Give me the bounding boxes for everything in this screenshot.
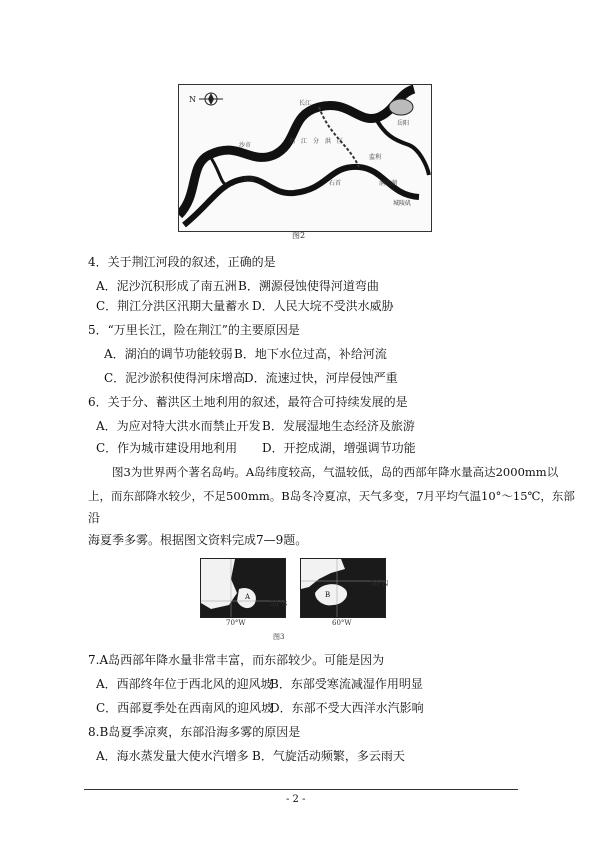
question-8-option-b: B．气旋活动频繁，多云雨天	[252, 749, 405, 763]
question-7-option-d: D．东部不受大西洋水汽影响	[270, 701, 424, 715]
svg-text:监利: 监利	[369, 154, 382, 161]
map-b-longitude: 60°W	[332, 619, 352, 627]
question-4-stem: 4．关于荆江河段的叙述，正确的是	[88, 255, 276, 269]
passage-line-3: 沿	[88, 511, 101, 525]
compass-label: N	[189, 95, 196, 104]
question-7-option-b: B．东部受寒流减湿作用明显	[270, 677, 423, 691]
question-7-option-a: A．西部终年位于西北风的迎风坡	[96, 677, 273, 691]
passage-line-2: 上，而东部降水较少，不足500mm。B岛冬冷夏凉，天气多变，7月平均气温10°～15℃，东部	[88, 489, 575, 503]
question-5-option-b: B．地下水位过高，补给河流	[234, 347, 387, 361]
compass-icon	[199, 93, 223, 105]
question-6-stem: 6．关于分、蓄洪区土地利用的叙述，最符合可持续发展的是	[88, 395, 408, 409]
svg-text:区: 区	[337, 138, 344, 145]
island-a-label: A	[245, 593, 251, 601]
passage-line-4: 海夏季多雾。根据图文资料完成7—9题。	[88, 533, 308, 547]
question-6-option-d: D．开挖成湖，增强调节功能	[262, 441, 416, 455]
question-7-stem: 7.A岛西部年降水量非常丰富，而东部较少。可能是因为	[88, 653, 385, 667]
map-a-latitude: 55°S	[270, 600, 288, 608]
map-a-longitude: 70°W	[226, 619, 246, 627]
svg-text:公安: 公安	[243, 176, 256, 183]
question-4-option-d: D．人民大垸不受洪水威胁	[252, 299, 394, 313]
svg-text:洞庭湖: 洞庭湖	[379, 180, 398, 187]
figure-3-caption: 图3	[273, 633, 285, 641]
question-4-option-c: C．荆江分洪区汛期大量蓄水	[96, 299, 250, 313]
question-8-stem: 8.B岛夏季凉爽，东部沿海多雾的原因是	[88, 725, 301, 739]
question-6-option-b: B．发展湿地生态经济及旅游	[262, 419, 415, 433]
svg-text:分: 分	[313, 138, 320, 145]
question-4-option-a: A．泥沙沉积形成了南五洲	[96, 279, 237, 293]
svg-text:荆: 荆	[289, 138, 296, 145]
svg-text:洪: 洪	[325, 138, 332, 145]
svg-text:长江: 长江	[299, 100, 312, 107]
question-5-option-d: D．流速过快，河岸侵蚀严重	[244, 371, 398, 385]
map-b-latitude: 50°N	[370, 580, 389, 588]
figure-2-map	[178, 84, 432, 232]
question-5-option-c: C．泥沙淤积使得河床增高	[104, 371, 246, 385]
question-6-option-a: A．为应对特大洪水而禁止开发	[96, 419, 261, 433]
question-7-option-c: C．西部夏季处在西南风的迎风坡	[96, 701, 274, 715]
figure-2-caption: 图2	[292, 231, 306, 240]
question-6-option-c: C．作为城市建设用地利用	[96, 441, 238, 455]
lake-shape	[389, 99, 413, 115]
river-map-drawing	[179, 85, 431, 231]
footer-divider	[84, 789, 518, 790]
svg-text:沙市: 沙市	[239, 142, 252, 149]
figure-3-map-b	[300, 558, 386, 618]
svg-text:江: 江	[301, 138, 308, 145]
question-4-option-b: B．溯源侵蚀使得河道弯曲	[238, 279, 379, 293]
question-5-stem: 5．“万里长江，险在荆江”的主要原因是	[88, 323, 300, 337]
figure-3-map-a	[200, 558, 286, 618]
svg-text:岳阳: 岳阳	[397, 120, 410, 127]
question-8-option-a: A．海水蒸发量大使水汽增多	[96, 749, 249, 763]
passage-line-1: 图3为世界两个著名岛屿。A岛纬度较高，气温较低，岛的西部年降水量高达2000mm以	[112, 465, 559, 479]
svg-text:城陵矶: 城陵矶	[393, 200, 412, 207]
page-number: - 2 -	[286, 794, 306, 805]
question-5-option-a: A．湖泊的调节功能较弱	[104, 347, 233, 361]
island-b-label: B	[325, 591, 331, 599]
svg-text:石首: 石首	[329, 180, 342, 187]
